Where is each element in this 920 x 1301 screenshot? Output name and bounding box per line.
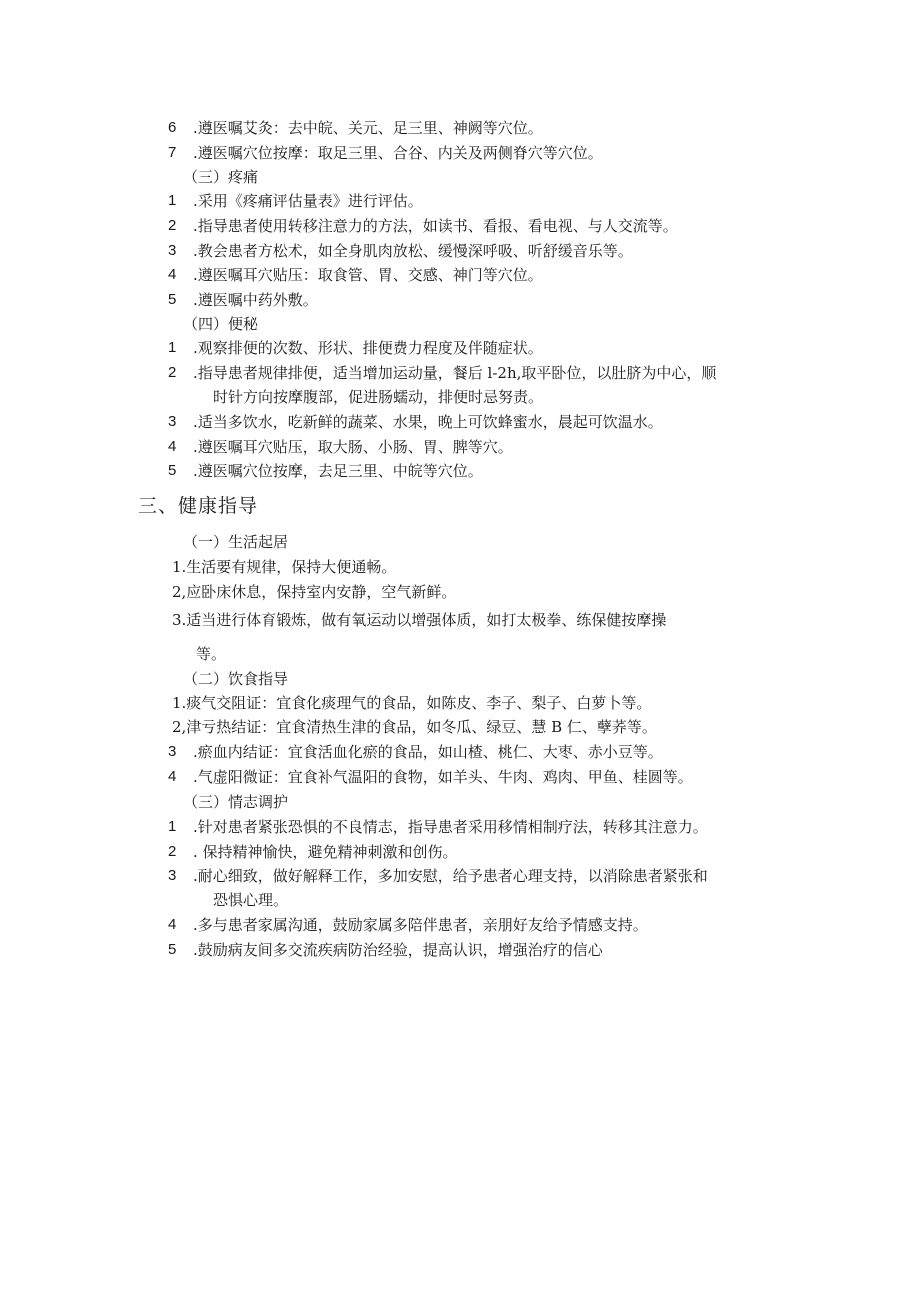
- item-text: .采用《疼痛评估量表》进行评估。: [193, 192, 423, 210]
- item-text: .指导患者规律排便，适当增加运动量，餐后 l-2h,取平卧位，以肚脐为中心，顺: [193, 364, 717, 382]
- item-text: .观察排便的次数、形状、排便费力程度及伴随症状。: [193, 339, 543, 357]
- item-number: 2: [168, 217, 177, 234]
- section-heading-health: 三、健康指导: [138, 495, 259, 517]
- item-text: .教会患者方松术，如全身肌肉放松、缓慢深呼吸、听舒缓音乐等。: [193, 242, 633, 260]
- item-number: 4: [168, 916, 177, 933]
- item-number: 2: [168, 843, 177, 860]
- item-text: .多与患者家属沟通，鼓励家属多陪伴患者，亲朋好友给予情感支持。: [193, 916, 648, 934]
- item-number: 3: [168, 242, 177, 259]
- item-text: .遵医嘱穴位按摩：取足三里、合谷、内关及两侧脊穴等穴位。: [193, 144, 603, 162]
- item-text: 3.适当进行体育锻炼，做有氧运动以增强体质，如打太极拳、练保健按摩操: [172, 611, 667, 629]
- item-text-continued: 时针方向按摩腹部，促进肠蠕动，排便时忌努责。: [213, 388, 544, 406]
- item-text: 2,津亏热结证：宜食清热生津的食品，如冬瓜、绿豆、慧 B 仁、孽荞等。: [172, 718, 657, 736]
- item-number: 3: [168, 743, 177, 760]
- item-text: .针对患者紧张恐惧的不良情志，指导患者采用移情相制疗法，转移其注意力。: [193, 818, 708, 836]
- item-text: . 保持精神愉快，避免精神刺激和创伤。: [193, 843, 458, 861]
- item-text: .遵医嘱耳穴贴压：取食管、胃、交感、神门等穴位。: [193, 266, 543, 284]
- item-number: 6: [168, 119, 177, 136]
- item-text: 1.痰气交阻证：宜食化痰理气的食品，如陈皮、李子、梨子、白萝卜等。: [172, 694, 652, 712]
- item-text: .鼓励病友间多交流疾病防治经验，提高认识，增强治疗的信心: [193, 941, 603, 959]
- item-text: .遵医嘱耳穴贴压，取大肠、小肠、胃、脾等穴。: [193, 438, 513, 456]
- item-text: .耐心细致，做好解释工作，多加安慰，给予患者心理支持，以消除患者紧张和: [193, 867, 708, 885]
- item-text-continued: 恐惧心理。: [213, 891, 289, 909]
- item-text: .气虚阳微证：宜食补气温阳的食物，如羊头、牛肉、鸡肉、甲鱼、桂圆等。: [193, 768, 693, 786]
- item-text: .适当多饮水，吃新鲜的蔬菜、水果，晚上可饮蜂蜜水，晨起可饮温水。: [193, 413, 663, 431]
- item-text: .遵医嘱中药外敷。: [193, 291, 318, 309]
- item-text: .遵医嘱艾灸：去中皖、关元、足三里、神阙等穴位。: [193, 119, 543, 137]
- item-number: 2: [168, 364, 177, 381]
- item-number: 3: [168, 867, 177, 884]
- item-number: 5: [168, 291, 177, 308]
- item-number: 3: [168, 413, 177, 430]
- item-text: .遵医嘱穴位按摩，去足三里、中皖等穴位。: [193, 462, 483, 480]
- item-number: 1: [168, 339, 177, 356]
- item-number: 5: [168, 941, 177, 958]
- item-text: 2,应卧床休息，保持室内安静，空气新鲜。: [172, 583, 457, 601]
- item-number: 1: [168, 192, 177, 209]
- subsection-title-diet: （二）饮食指导: [183, 670, 289, 688]
- item-number: 4: [168, 438, 177, 455]
- subsection-title-living: （一）生活起居: [183, 533, 289, 551]
- item-text-continued: 等。: [196, 645, 227, 663]
- item-text: .指导患者使用转移注意力的方法，如读书、看报、看电视、与人交流等。: [193, 217, 678, 235]
- item-number: 1: [168, 818, 177, 835]
- item-number: 4: [168, 768, 177, 785]
- item-text: .瘀血内结证：宜食活血化瘀的食品，如山楂、桃仁、大枣、赤小豆等。: [193, 743, 663, 761]
- subsection-title-emotion: （三）情志调护: [183, 793, 289, 811]
- item-number: 4: [168, 266, 177, 283]
- subsection-title-pain: （三）疼痛: [183, 168, 259, 186]
- item-text: 1.生活要有规律，保持大便通畅。: [172, 558, 397, 576]
- item-number: 7: [168, 144, 177, 161]
- item-number: 5: [168, 462, 177, 479]
- subsection-title-constipation: （四）便秘: [183, 315, 259, 333]
